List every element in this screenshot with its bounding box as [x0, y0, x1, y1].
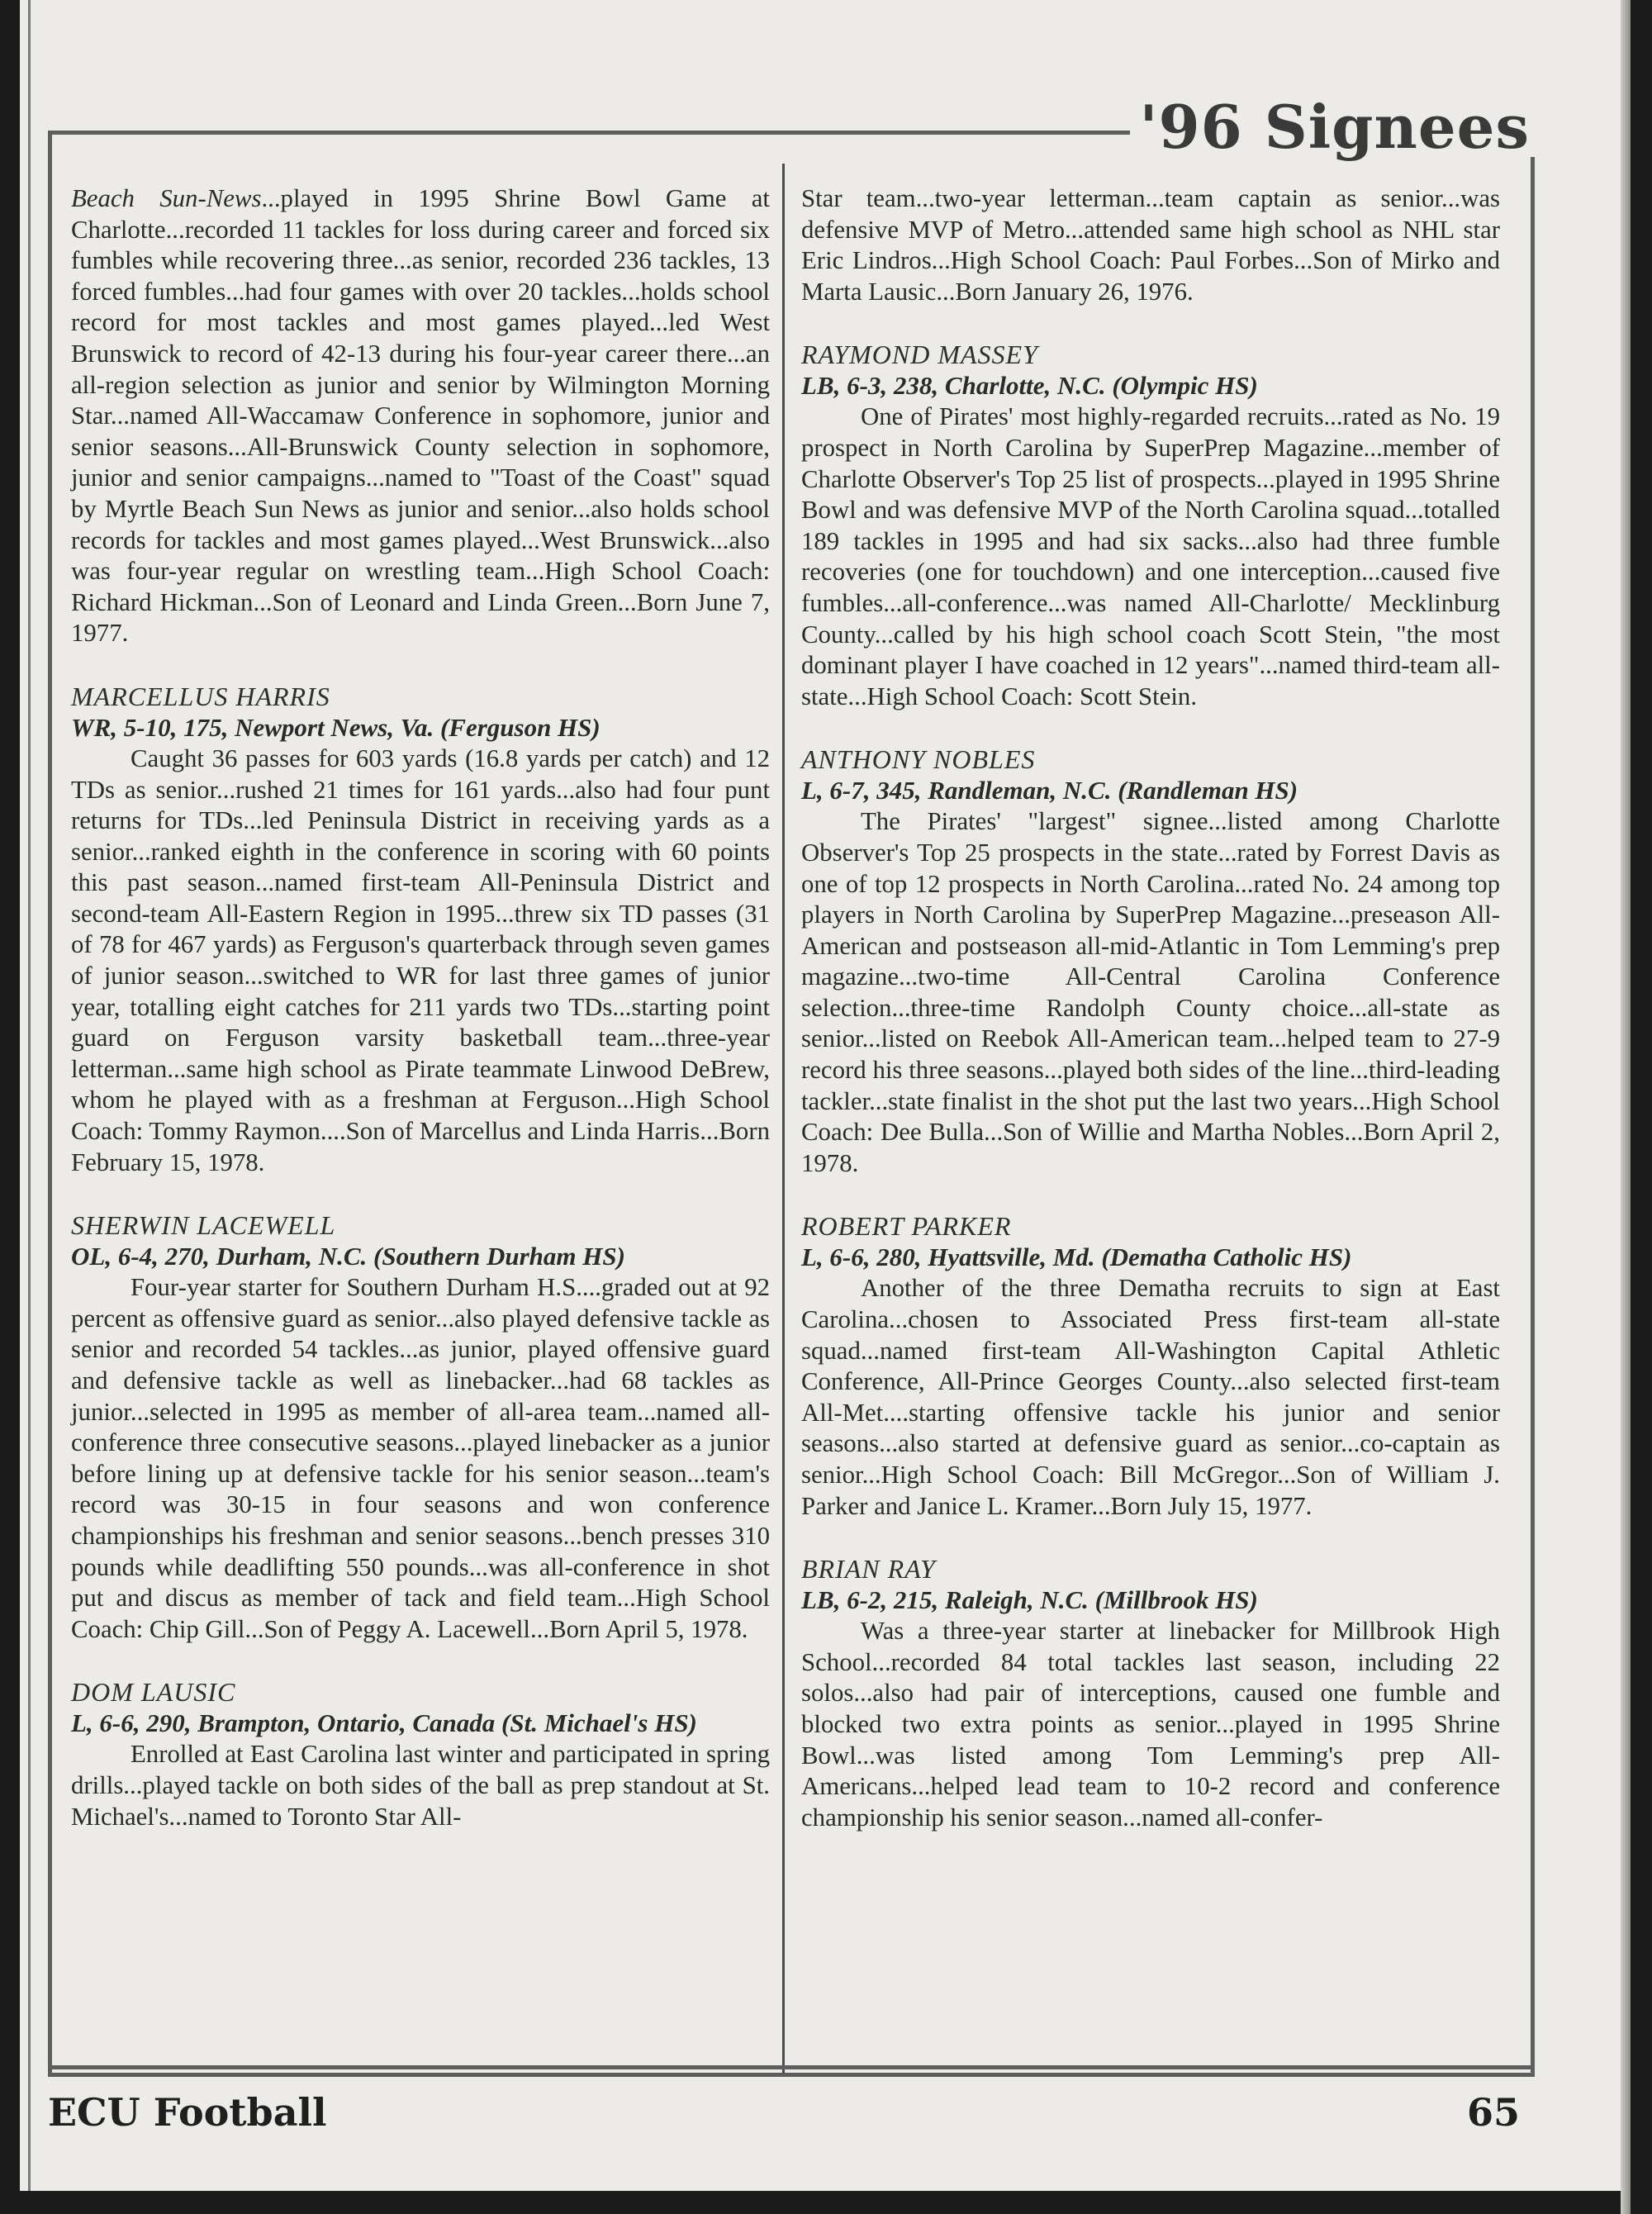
player-info: L, 6-6, 290, Brampton, Ontario, Canada (St. Michael's HS) [71, 1708, 697, 1738]
right-column [801, 183, 1500, 1833]
player-name: ROBERT PARKER [801, 1211, 1012, 1242]
player-entry [71, 681, 770, 1178]
left-column [71, 183, 770, 1832]
player-info: LB, 6-2, 215, Raleigh, N.C. (Millbrook HS) [801, 1585, 1258, 1615]
player-bio: The Pirates' "largest" signee...listed among Charlotte Observer's Top 25 prospects in the state...rated by Forrest Davis as one of top 12 prospects in North Carolina...rated No. 24 among top players in North Carolina by SuperPrep Magazine...preseason All-American and postseason all-mid-Atlantic in Tom Lemming's prep magazine...two-time All-Central Carolina Conference selection...three-time Randolph County choice...all-state as senior...listed on Reebok All-American team...helped team to 27-9 record his three seasons...played both sides of the line...third-leading tackler...state finalist in the shot put the last two years...High School Coach: Dee Bulla...Son of Willie and Martha Nobles...Born April 2, 1978. [801, 807, 1500, 1177]
player-info: OL, 6-4, 270, Durham, N.C. (Southern Durham HS) [71, 1242, 625, 1271]
player-bio: One of Pirates' most highly-regarded recruits...rated as No. 19 prospect in North Carolina by SuperPrep Magazine...member of Charlotte Observer's Top 25 list of prospects...played in 1995 Shrine Bowl and was defensive MVP of the North Carolina squad...totalled 189 tackles in 1995 and had six sacks...also had three fumble recoveries (one for touchdown) and one interception...caused five fumbles...all-conference...was named All-Charlotte/ Mecklinburg County...called by his high school coach Scott Stein, "the most dominant player I have coached in 12 years"...named third-team all-state...High School Coach: Scott Stein. [801, 402, 1500, 710]
player-info: L, 6-6, 280, Hyattsville, Md. (Dematha Catholic HS) [801, 1242, 1352, 1272]
player-bio: Was a three-year starter at linebacker for Millbrook High School...recorded 84 total tackles last season, including 22 solos...also had pair of interceptions, caused one fumble and blocked two extra points as senior...played in 1995 Shrine Bowl...was listed among Tom Lemming's prep All-Americans...helped lead team to 10-2 record and conference championship his senior season...named all-confer- [801, 1617, 1500, 1832]
player-entry [71, 1209, 770, 1645]
player-entry [801, 744, 1500, 1179]
footer-rule [48, 2065, 1535, 2069]
player-info: LB, 6-3, 238, Charlotte, N.C. (Olympic HS) [801, 371, 1258, 401]
player-name: BRIAN RAY [801, 1554, 936, 1584]
player-name: MARCELLUS HARRIS [71, 681, 330, 711]
page-number: 65 [1466, 2090, 1520, 2135]
player-info: WR, 5-10, 175, Newport News, Va. (Ferguson HS) [71, 712, 601, 742]
player-bio: Enrolled at East Carolina last winter and participated in spring drills...played tackle on both sides of the ball as prep standout at St. Michael's...named to Toronto Star All- [71, 1740, 770, 1831]
binding-line [28, 0, 31, 2191]
player-entry [801, 1553, 1500, 1833]
column-divider [782, 164, 785, 2074]
continued-bio-text: ...played in 1995 Shrine Bowl Game at Charlotte...recorded 11 tackles for loss during career and forced six fumbles while recovering three...as senior, recorded 236 tackles, 13 forced fumbles...had four games with over 20 tackles...holds school record for most tackles and most games played...led West Brunswick to record of 42-13 during his four-year career there...an all-region selection as junior and senior by Wilmington Morning Star...named All-Waccamaw Conference in sophomore, junior and senior seasons...All-Brunswick County selection in sophomore, junior and senior campaigns...named to "Toast of the Coast" squad by Myrtle Beach Sun News as junior and senior...also holds school records for tackles and most games played...West Brunswick...also was four-year regular on wrestling team...High School Coach: Richard Hickman...Son of Leonard and Linda Green...Born June 7, 1977. [71, 184, 770, 648]
player-name: DOM LAUSIC [71, 1677, 236, 1708]
continued-bio: Star team...two-year letterman...team captain as senior...was defensive MVP of Metro...attended same high school as NHL star Eric Lindros...High School Coach: Paul Forbes...Son of Mirko and Marta Lausic...Born January 26, 1976. [801, 184, 1500, 306]
player-info: L, 6-7, 345, Randleman, N.C. (Randleman HS) [801, 776, 1298, 805]
footer-publication: ECU Football [48, 2090, 327, 2135]
player-name: RAYMOND MASSEY [801, 340, 1038, 370]
section-title: '96 Signees [1130, 97, 1540, 157]
player-entry [71, 1676, 770, 1832]
player-bio: Four-year starter for Southern Durham H.S....graded out at 92 percent as offensive guard as senior...also played defensive tackle as senior and recorded 54 tackles...as junior, played offensive guard and defensive tackle as well as linebacker...had 68 tackles as junior...selected in 1995 as member of all-area team...named all-conference three consecutive seasons...played linebacker as a junior before lining up at defensive tackle for his senior season...team's record was 30-15 in four seasons and won conference championships his freshman and senior seasons...bench presses 310 pounds while deadlifting 550 pounds...was all-conference in shot put and discus as member of tack and field team...High School Coach: Chip Gill...Son of Peggy A. Lacewell...Born April 5, 1978. [71, 1273, 770, 1643]
player-entry [801, 339, 1500, 712]
continued-bio [71, 183, 770, 649]
continued-bio-italic: Beach Sun-News [71, 184, 262, 212]
player-entry [801, 1210, 1500, 1522]
player-bio: Caught 36 passes for 603 yards (16.8 yards per catch) and 12 TDs as senior...rushed 21 times for 161 yards...also had four punt returns for TDs...led Peninsula District in receiving yards as a senior...ranked eighth in the conference in scoring with 60 points this past season...named first-team All-Peninsula District and second-team All-Eastern Region in 1995...threw six TD passes (31 of 78 for 467 yards) as Ferguson's quarterback through seven games of junior season...switched to WR for last three games of junior year, totalling eight catches for 211 yards two TDs...starting point guard on Ferguson varsity basketball team...three-year letterman...same high school as Pirate teammate Linwood DeBrew, whom he played with as a freshman at Ferguson...High School Coach: Tommy Raymon....Son of Marcellus and Linda Harris...Born February 15, 1978. [71, 744, 770, 1176]
player-bio: Another of the three Dematha recruits to sign at East Carolina...chosen to Associated Press first-team all-state squad...named first-team All-Washington Capital Athletic Conference, All-Prince Georges County...also selected first-team All-Met....starting offensive tackle his junior and senior seasons...also started at defensive guard as senior...co-captain as senior...High School Coach: Bill McGregor...Son of William J. Parker and Janice L. Kramer...Born July 15, 1977. [801, 1274, 1500, 1520]
player-name: SHERWIN LACEWELL [71, 1210, 336, 1241]
page-edge [1621, 0, 1631, 2214]
player-name: ANTHONY NOBLES [801, 744, 1036, 775]
